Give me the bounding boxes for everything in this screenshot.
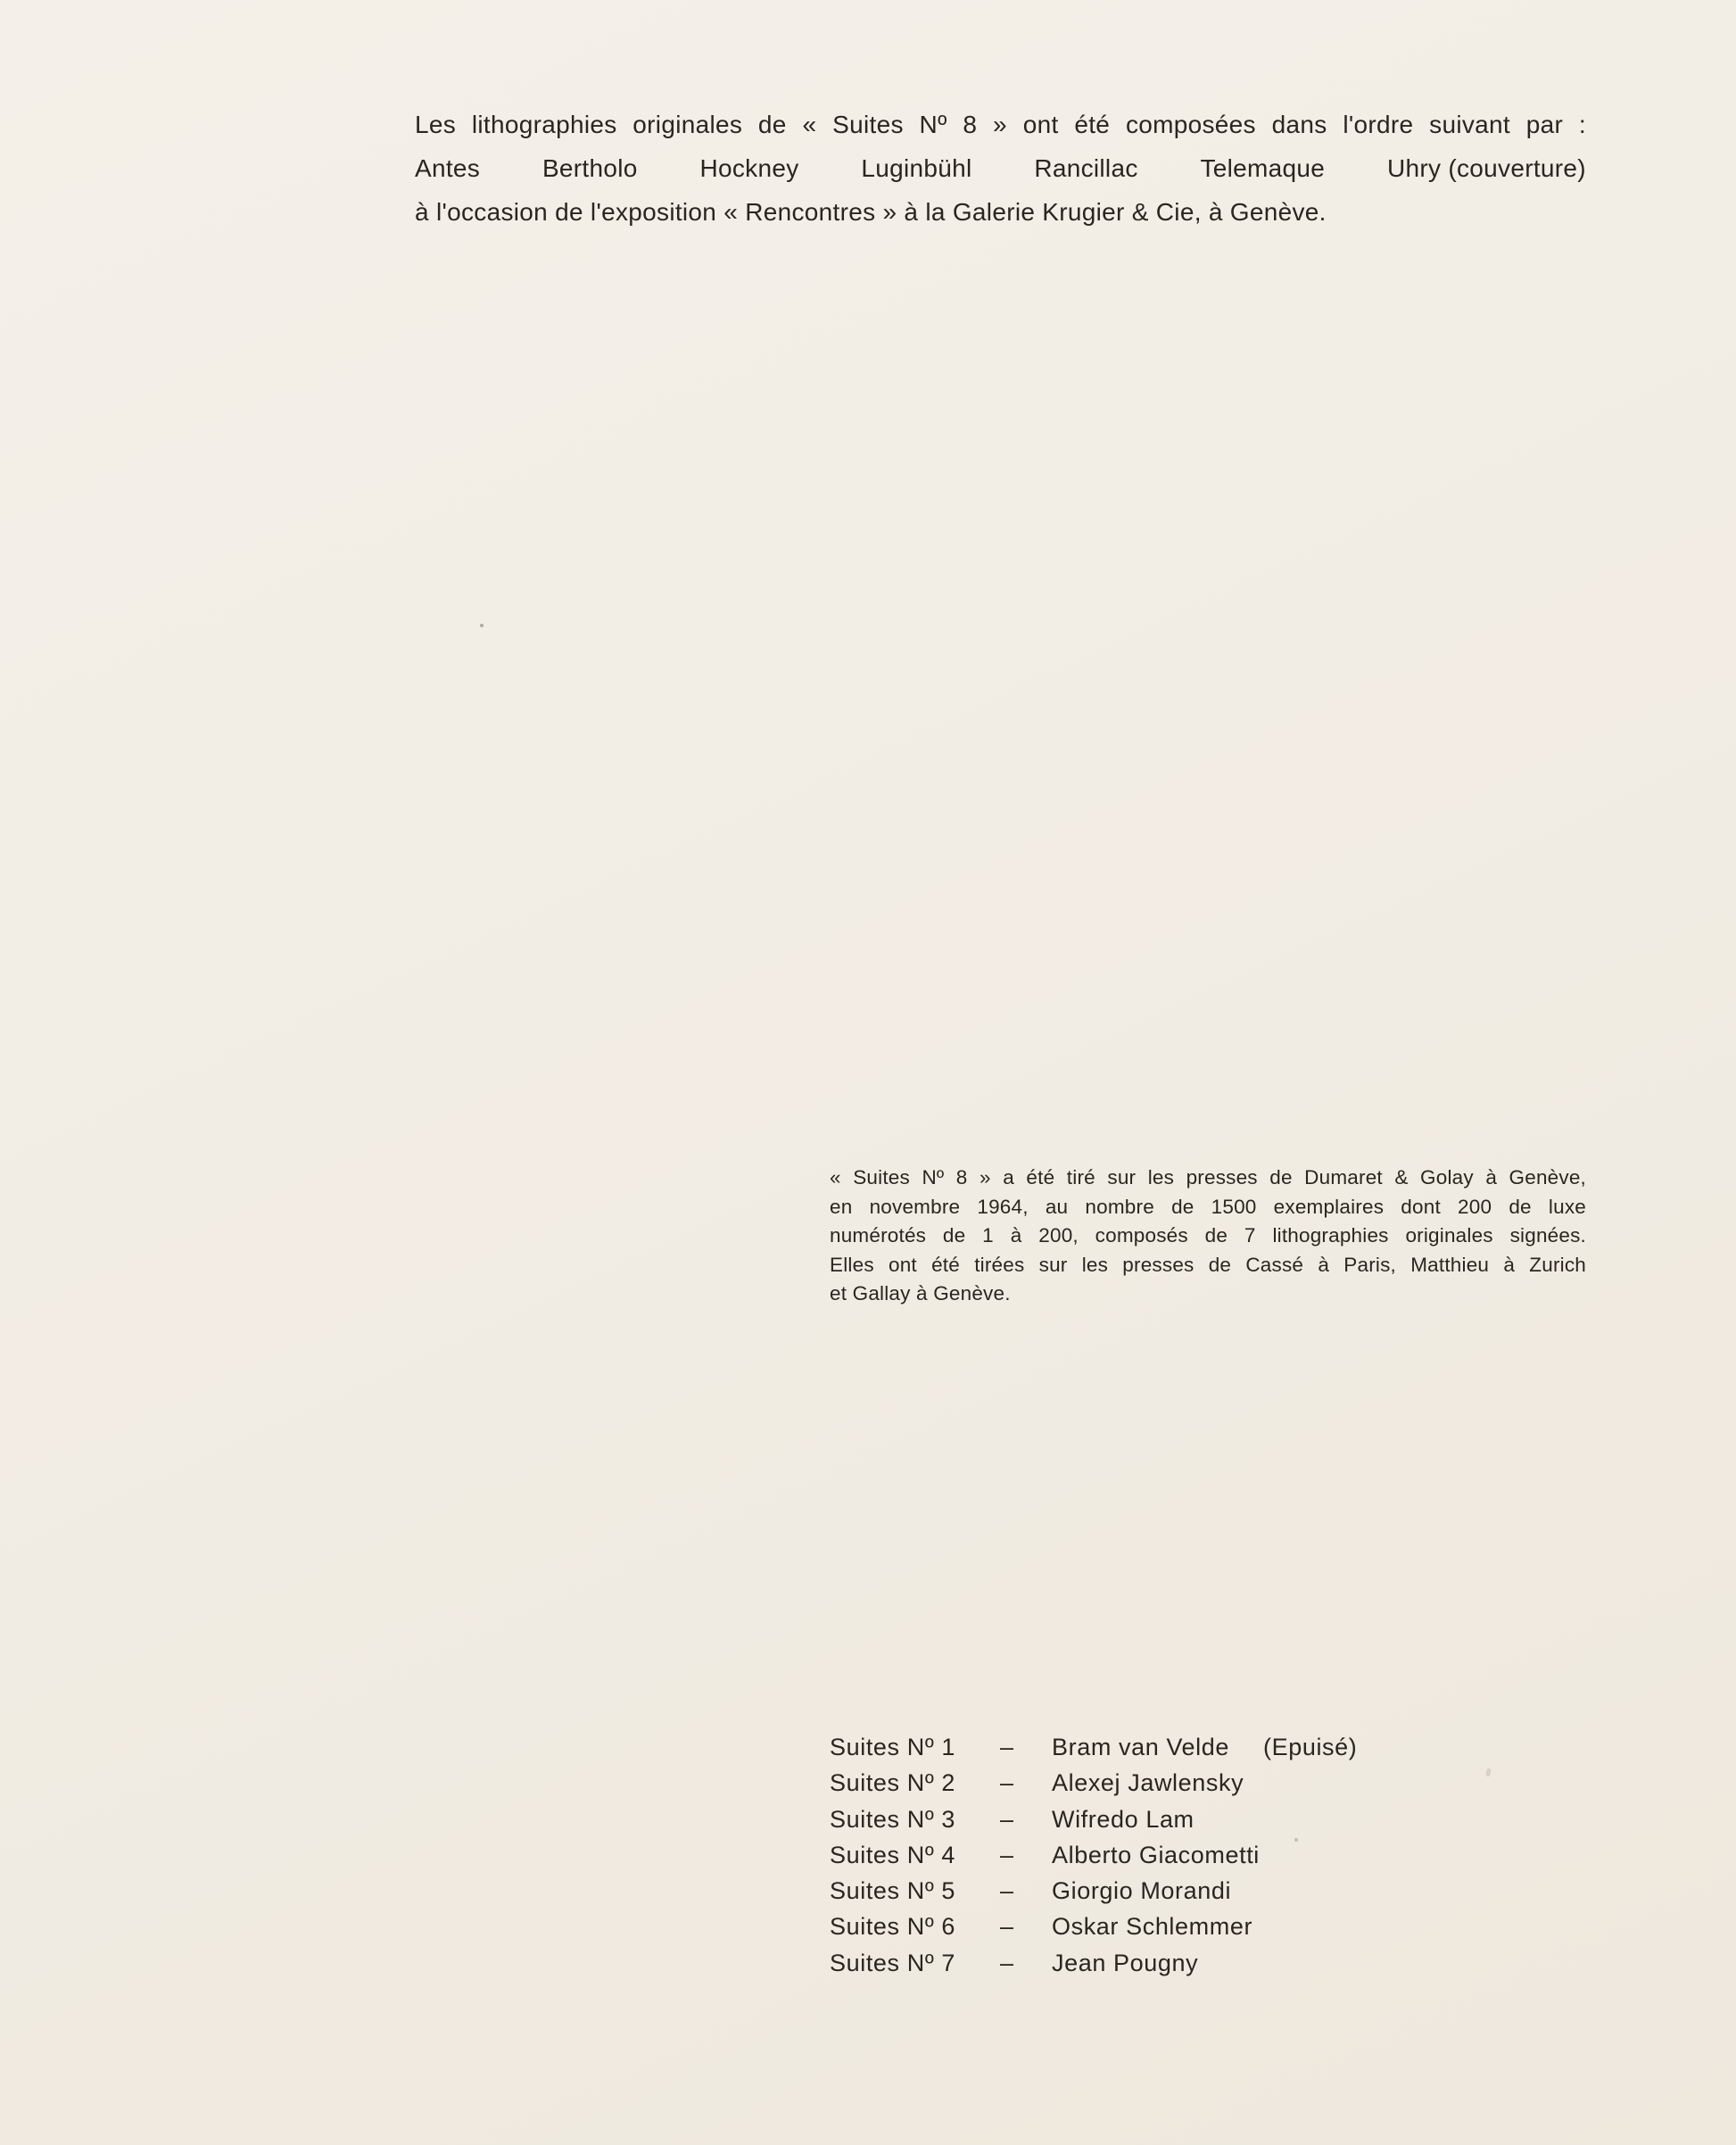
series-label: Suites Nº 3 <box>830 1805 956 1833</box>
series-list <box>830 1729 1357 1981</box>
series-artist: Wifredo Lam <box>1052 1805 1195 1833</box>
paper-speck <box>1485 1768 1492 1777</box>
colophon-line: Elles ont été tirées sur les presses de Cassé à Paris, Matthieu à Zurich <box>830 1253 1586 1276</box>
series-dash: – <box>1000 1877 1014 1905</box>
series-dash: – <box>1000 1805 1014 1833</box>
series-label: Suites Nº 4 <box>830 1841 956 1868</box>
series-row <box>830 1909 1357 1944</box>
series-label: Suites Nº 2 <box>830 1769 956 1797</box>
series-label: Suites Nº 6 <box>830 1913 956 1941</box>
artist-name: Telemaque <box>1200 154 1326 182</box>
series-label: Suites Nº 1 <box>830 1734 956 1760</box>
artist-name: Uhry (couverture) <box>1386 154 1586 182</box>
colophon-line: en novembre 1964, au nombre de 1500 exemplaires dont 200 de luxe <box>830 1195 1586 1218</box>
series-dash: – <box>1000 1841 1014 1868</box>
colophon-line: et Gallay à Genève. <box>830 1282 1011 1304</box>
series-row <box>830 1801 1357 1837</box>
artists-row <box>415 146 1586 190</box>
series-row <box>830 1837 1357 1873</box>
series-artist: Alberto Giacometti <box>1052 1841 1260 1868</box>
artist-name: Bertholo <box>541 154 638 182</box>
series-dash: – <box>1000 1949 1014 1976</box>
artist-name: Rancillac <box>1034 154 1138 182</box>
series-artist: Bram van Velde <box>1052 1734 1230 1760</box>
artist-name: Luginbühl <box>861 154 972 182</box>
colophon-line: « Suites Nº 8 » a été tiré sur les presses de Dumaret & Golay à Genève, <box>830 1166 1586 1188</box>
intro-line-3: à l'occasion de l'exposition « Rencontres » à la Galerie Krugier & Cie, à Genève. <box>415 198 1327 226</box>
series-dash: – <box>1000 1913 1014 1941</box>
colophon-line: numérotés de 1 à 200, composés de 7 lithographies originales signées. <box>830 1224 1586 1246</box>
artist-name: Antes <box>415 154 481 182</box>
intro-paragraph <box>415 103 1586 234</box>
series-row <box>830 1945 1357 1981</box>
series-label: Suites Nº 5 <box>830 1877 956 1905</box>
series-row <box>830 1765 1357 1801</box>
series-artist: Jean Pougny <box>1052 1949 1199 1976</box>
series-artist: Oskar Schlemmer <box>1052 1913 1253 1941</box>
paper-speck <box>480 624 484 627</box>
series-note: (Epuisé) <box>1263 1734 1358 1760</box>
series-dash: – <box>1000 1734 1014 1760</box>
series-dash: – <box>1000 1769 1014 1797</box>
paper-speck <box>1294 1838 1298 1842</box>
series-label: Suites Nº 7 <box>830 1949 956 1976</box>
colophon-paragraph <box>830 1164 1586 1309</box>
series-artist: Giorgio Morandi <box>1052 1877 1232 1905</box>
intro-line-1: Les lithographies originales de « Suites Nº 8 » ont été composées dans l'ordre suivant par : <box>415 111 1586 138</box>
series-row <box>830 1873 1357 1909</box>
series-artist: Alexej Jawlensky <box>1052 1769 1244 1797</box>
artist-name: Hockney <box>699 154 799 182</box>
series-row <box>830 1729 1357 1765</box>
